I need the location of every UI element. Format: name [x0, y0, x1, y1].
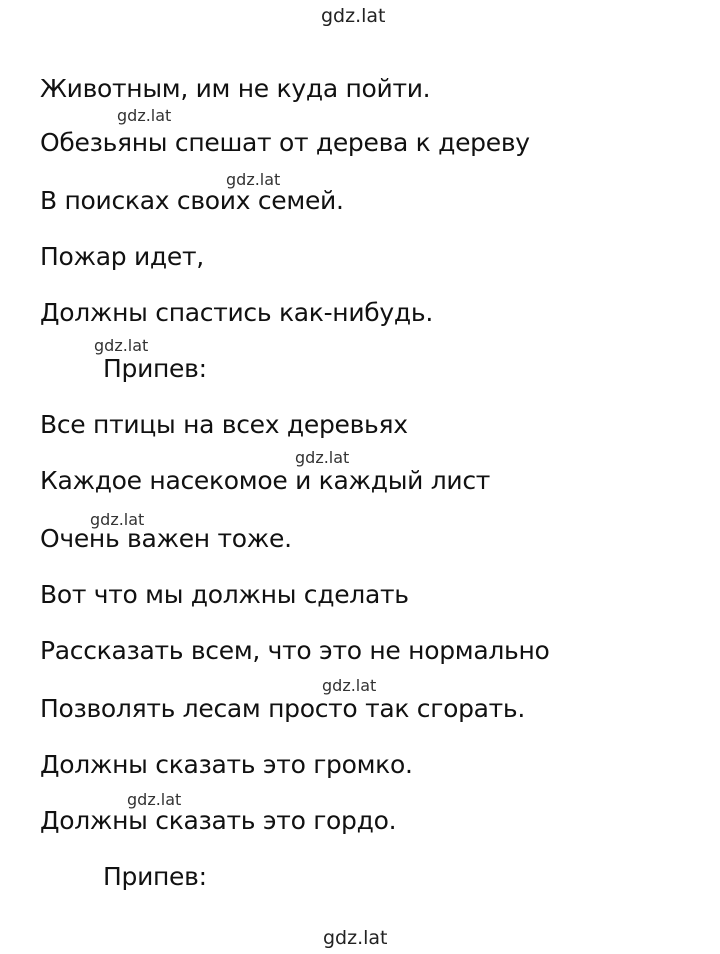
- watermark: gdz.lat: [94, 336, 149, 355]
- lyric-line: Все птицы на всех деревьях: [40, 410, 408, 439]
- lyric-line: Позволять лесам просто так сгорать.: [40, 694, 526, 723]
- lyric-line: Должны сказать это гордо.: [40, 806, 397, 835]
- lyric-line: Животным, им не куда пойти.: [40, 74, 431, 103]
- lyric-line: Пожар идет,: [40, 242, 204, 271]
- watermark-top: gdz.lat: [321, 5, 386, 27]
- lyric-line: Вот что мы должны сделать: [40, 580, 409, 609]
- watermark: gdz.lat: [295, 448, 350, 467]
- lyric-line: Рассказать всем, что это не нормально: [40, 636, 550, 665]
- lyric-line: В поисках своих семей.: [40, 186, 344, 215]
- watermark: gdz.lat: [117, 106, 172, 125]
- watermark: gdz.lat: [127, 790, 182, 809]
- lyric-line: Должны сказать это громко.: [40, 750, 413, 779]
- watermark-bottom: gdz.lat: [323, 927, 388, 949]
- lyric-line: Очень важен тоже.: [40, 524, 292, 553]
- lyric-line: Каждое насекомое и каждый лист: [40, 466, 491, 495]
- chorus-label: Припев:: [103, 862, 207, 891]
- watermark: gdz.lat: [226, 170, 281, 189]
- lyric-line: Должны спастись как-нибудь.: [40, 298, 433, 327]
- watermark: gdz.lat: [90, 510, 145, 529]
- lyric-line: Обезьяны спешат от дерева к дереву: [40, 128, 530, 157]
- chorus-label: Припев:: [103, 354, 207, 383]
- watermark: gdz.lat: [322, 676, 377, 695]
